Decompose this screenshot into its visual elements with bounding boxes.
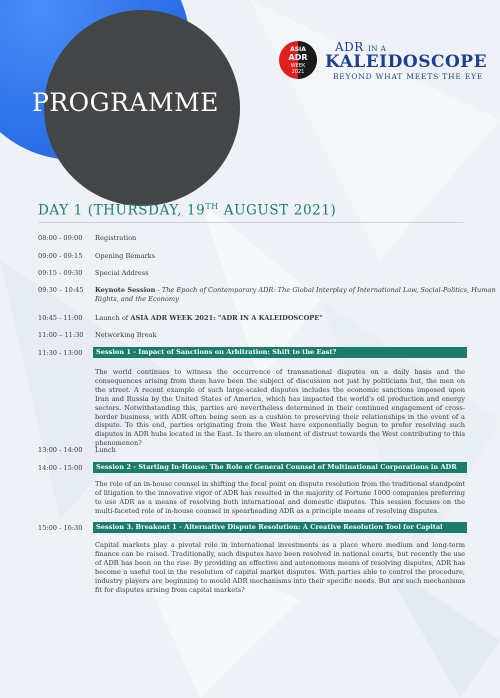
schedule-time: 14:00 - 15:00 (38, 464, 83, 472)
session-1-bar: Session 1 - Impact of Sanctions on Arbitration: Shift to the East? (93, 347, 467, 358)
schedule-time: 09:30 – 10:45 (38, 286, 84, 294)
schedule-text: Registration (95, 234, 137, 242)
launch-text: Launch of (95, 314, 131, 322)
adr-kaleidoscope-logo (323, 38, 493, 88)
keynote-label: Keynote Session (95, 286, 156, 294)
asia-logo-text-3: WEEK (290, 63, 306, 69)
schedule-time: 15:00 - 16:30 (38, 524, 83, 532)
page-title: PROGRAMME (32, 88, 219, 117)
session-3-description: Capital markets play a pivotal role in international investments as a place where medium and long-term finance can be raised. Traditionally, such disputes have been resolved in national courts, but recently the use of ADR has been on the rise. By providing an effective and autonomous means of resolving disputes, ADR has become a useful tool in the resolution of capital market disputes. With parties able to control the procedure, industry players are beginning to mould ADR mechanisms into their specific needs. But are such mechanisms fit for disputes arising from capital markets? (95, 541, 465, 594)
logo-adr: ADR (335, 40, 364, 54)
asia-logo-text-2: ADR (288, 53, 308, 62)
launch-title: ASIA ADR WEEK 2021: "ADR IN A KALEIDOSCOPE" (130, 314, 323, 322)
day-heading: DAY 1 (THURSDAY, 19TH AUGUST 2021) (38, 202, 337, 219)
schedule-text: Lunch (95, 446, 116, 454)
schedule-text: Opening Remarks (95, 252, 156, 260)
session-2-bar: Session 2 - Starting In-House: The Role of General Counsel of Multinational Corporations in ADR (93, 462, 467, 473)
keynote-title: - The Epoch of Contemporary ADR: The Global Interplay of International Law, Social-Politics, Human Rights, and the Economy (95, 286, 496, 303)
schedule-text: Special Address (95, 269, 149, 277)
asia-adr-week-logo (278, 40, 318, 80)
schedule-time: 08:00 - 09:00 (38, 234, 83, 242)
asia-logo-text-4: 2021 (291, 69, 305, 75)
session-1-description: The world continues to witness the occurrence of transnational disputes on a daily basis and the consequences arising from them have been the subject of discussion not just by politicians but, the men on the street. A recent example of such large-scaled disputes includes the economic sanctions imposed upon Iran and Russia by the United States of America, which has impacted the world's oil production and energy sectors. Notwithstanding this, parties are nevertheless determined in their continued engagement of cross-border business, with ADR often being seen as a cushion to preserving their relationships in the event of a dispute. To this end, parties originating from the West have exponentially begun to prefer resolving such disputes in ADR hubs located in the East. Is there an element of distrust towards the West contributing to this phenomenon? (95, 368, 465, 448)
session-3-bar: Session 3. Breakout 1 - Alternative Dispute Resolution: A Creative Resolution Tool for Capital Markets (93, 522, 467, 533)
schedule-time: 09:00 - 09:15 (38, 252, 83, 260)
session-2-description: The role of an in-house counsel in shifting the focal point on dispute resolution from the traditional standpoint of litigation to the innovative vigor of ADR has resulted in the majority of Fortune 1000 companies preferring to use ADR as a means of resolving both international and domestic disputes. This session focuses on the multi-faceted role of in-house counsel in spearheading ADR as a principle means of resolving disputes. (95, 480, 465, 515)
schedule-text: Networking Break (95, 331, 157, 339)
schedule-time: 11:00 – 11:30 (38, 331, 84, 339)
schedule-time: 13:00 - 14:00 (38, 446, 83, 454)
logo-kaleidoscope: KALEIDOSCOPE (325, 52, 488, 72)
divider (38, 222, 463, 223)
schedule-time: 11:30 - 13:00 (38, 349, 83, 357)
logo-in-a: IN A (368, 45, 387, 53)
asia-logo-text-1: ASIA (290, 46, 306, 53)
logo-tagline: BEYOND WHAT MEETS THE EYE (333, 72, 484, 81)
schedule-time: 09:15 - 09:30 (38, 269, 83, 277)
schedule-time: 10:45 - 11:00 (38, 314, 83, 322)
